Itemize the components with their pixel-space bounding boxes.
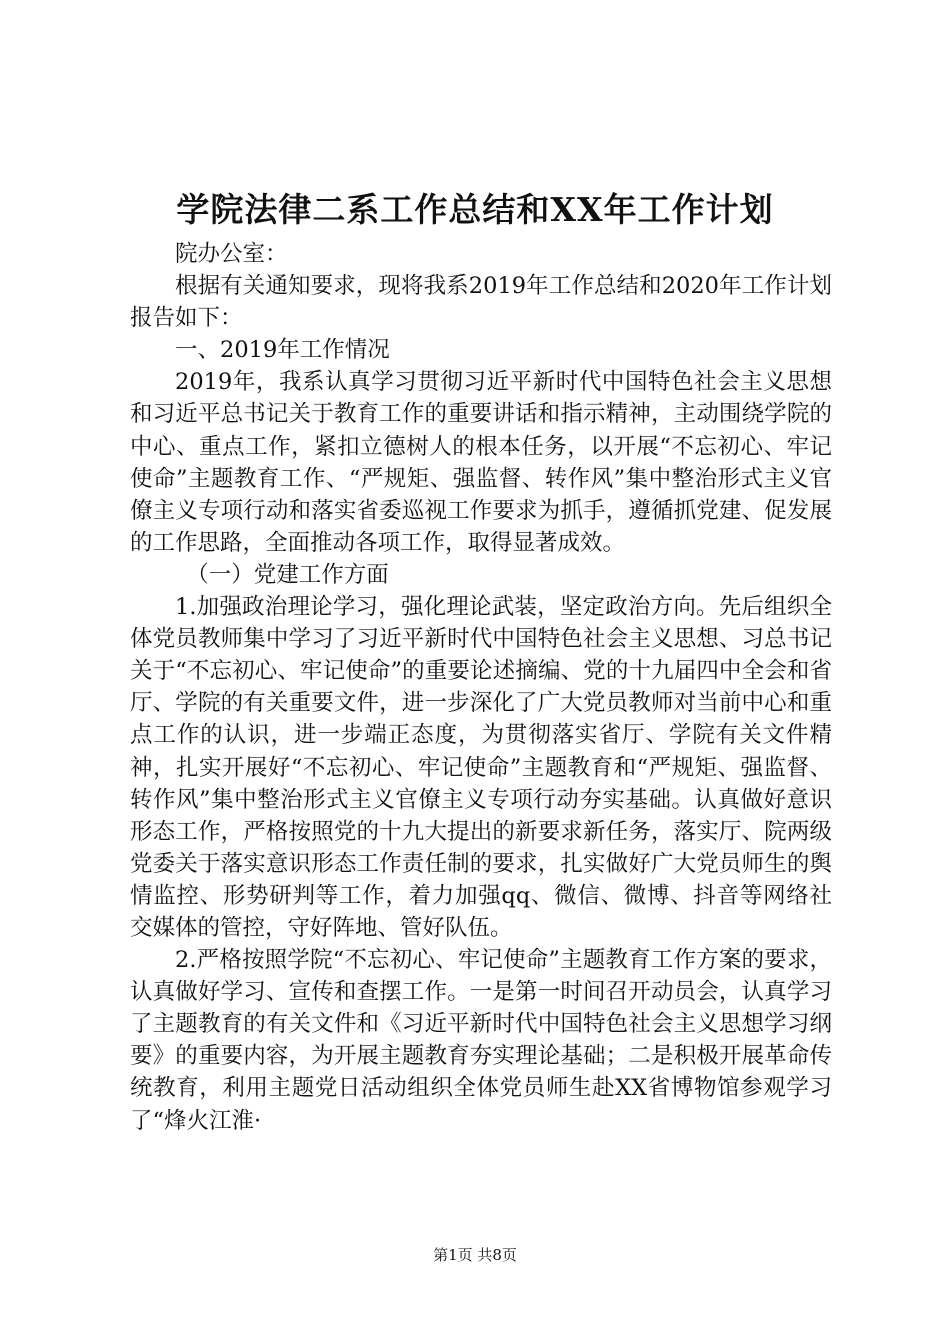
document-title: 学院法律二系工作总结和XX年工作计划	[176, 190, 774, 229]
section-heading-1: 一、2019年工作情况	[175, 337, 390, 364]
page-number-footer: 第1页 共8页	[433, 1246, 517, 1264]
document-body	[130, 238, 832, 1137]
subsection-heading-party: （一）党建工作方面	[186, 561, 389, 588]
paragraph-item-2: 2.严格按照学院“不忘初心、牢记使命”主题教育工作方案的要求，认真做好学习、宣传和查摆工作。一是第一时间召开动员会，认真学习了主题教育的有关文件和《习近平新时代中国特色社会主义思想学习纲要》的重要内容，为开展主题教育夯实理论基础；二是积极开展革命传统教育，利用主题党日活动组织全体党员师生赴XX省博物馆参观学习了“烽火江淮·	[130, 947, 832, 1134]
paragraph-item-1: 1.加强政治理论学习，强化理论武装，坚定政治方向。先后组织全体党员教师集中学习了习近平新时代中国特色社会主义思想、习总书记关于“不忘初心、牢记使命”的重要论述摘编、党的十九届四中全会和省厅、学院的有关重要文件，进一步深化了广大党员教师对当前中心和重点工作的认识，进一步端正态度，为贯彻落实省厅、学院有关文件精神，扎实开展好“不忘初心、牢记使命”主题教育和“严规矩、强监督、转作风”集中整治形式主义官僚主义专项行动夯实基础。认真做好意识形态工作，严格按照党的十九大提出的新要求新任务，落实厅、院两级党委关于落实意识形态工作责任制的要求，扎实做好广大党员师生的舆情监控、形势研判等工作，着力加强qq、微信、微博、抖音等网络社交媒体的管控，守好阵地、管好队伍。	[130, 594, 832, 941]
paragraph-intro: 根据有关通知要求，现将我系2019年工作总结和2020年工作计划报告如下：	[130, 273, 832, 332]
salutation: 院办公室：	[175, 241, 288, 267]
paragraph-overview: 2019年，我系认真学习贯彻习近平新时代中国特色社会主义思想和习近平总书记关于教育工作的重要讲话和指示精神，主动围绕学院的中心、重点工作，紧扣立德树人的根本任务，以开展“不忘初心、牢记使命”主题教育工作、“严规矩、强监督、转作风”集中整治形式主义官僚主义专项行动和落实省委巡视工作要求为抓手，遵循抓党建、促发展的工作思路，全面推动各项工作，取得显著成效。	[130, 369, 832, 556]
